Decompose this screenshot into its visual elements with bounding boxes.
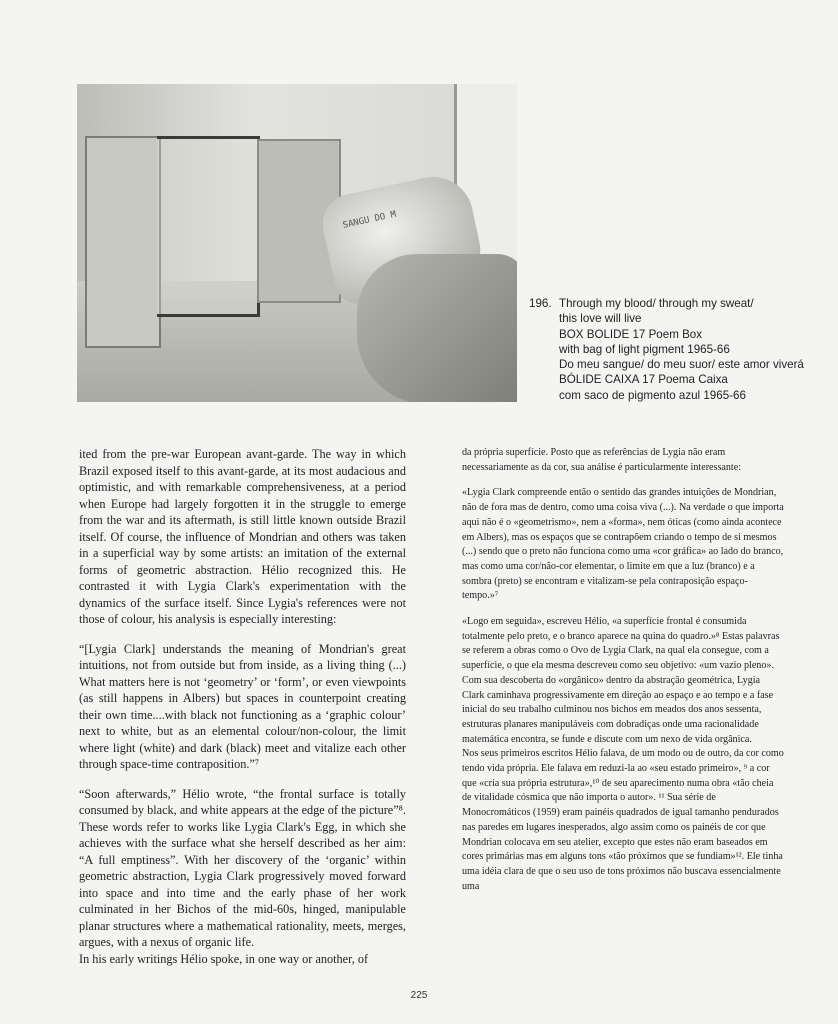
page-number: 225 (410, 990, 428, 1001)
paragraph: Nos seus primeiros escritos Hélio falava, de um modo ou de outro, da cor como tendo vida própria. Ele falava em reduzi-la ao «seu estado primeiro», ⁹ a cor que «cria sua própria estrutura»,¹⁰ de seu aparecimento numa obra «tão cheia de vitalidade cósmica que não importa o autor». ¹¹ Sua série de Monocromáticos (1959) eram painéis quadrados de igual tamanho pendurados nas paredes em lugares inesperados, algo assim como os painéis de cor que Mondrian colocava em seu atelier, excepto que estes não eram baseados em cores primárias mas em alguns tons «tão próximos que se fundiam»¹². Ele tinha uma idéia clara de que o seu uso de tons próximos não buscava essencialmente uma (462, 748, 784, 892)
hand (357, 254, 517, 402)
caption-line: BÓLIDE CAIXA 17 Poema Caixa (559, 373, 728, 387)
paragraph: Com sua descoberta do «orgânico» dentro da abstração geométrica, Lygia Clark caminhava progressivamente em direção ao espaço e ao tempo e a fase inicial do seu trabalho culminou nos bichos em meados dos anos sessenta, estruturas planares manipuláveis com dobradiças onde uma racionalidade matemática encontra, se funde e discute com um nexo de vida orgânica. (462, 674, 774, 745)
paragraph: “Soon afterwards,” Hélio wrote, “the frontal surface is totally consumed by black, and white appears at the edge of the picture”⁸. These words refer to works like Lygia Clark's Egg, in which she achieves with the surface what she herself described as her aim: “A full emptiness”. With her discovery of the ‘organic’ within geometric abstraction, Lygia Clark progressively moved forward into space and into time and the early phase of her work culminated in her Bichos of the mid-60s, hinged, manipulable planar structures where a mathematical rationality, meets, merges, argues, with a nexus of organic life. (79, 786, 406, 949)
box-frame (157, 136, 260, 317)
portuguese-column (462, 446, 784, 894)
caption-number: 196. (529, 297, 552, 310)
bag-lettering: SANGU DO M (341, 209, 398, 231)
caption-line: with bag of light pigment 1965-66 (559, 342, 730, 356)
quote-paragraph: “[Lygia Clark] understands the meaning of Mondrian's great intuitions, not from outside but from inside, as a living thing (...) What matters here is not ‘geometry’ or ‘form’, or even viewpoints (as still happens in Albers) but spaces in counterpoint creating their own time....with black not functioning as a ‘graphic colour’ next to white, but as an elemental colour/non-colour, the limit where light (white) and dark (black) meet and vitalize each other through space-time contraposition.”⁷ (79, 641, 406, 771)
quote-paragraph: «Lygia Clark compreende então o sentido das grandes intuições de Mondrian, não de fora mas de dentro, como uma coisa viva (...). Na verdade o que importa aqui não é o «geometrismo», nem a «forma», nem óticas (como ainda acontece em Albers), mas os espaços que se contrapõem criando o tempo de si mesmos (...) sendo que o preto não funciona como uma «cor gráfica» ao lado do branco, mas como uma cor/não-cor elementar, o limite em que a luz (branco) e a sombra (preto) se encontram e vitalizam-se pela contraposição espaço-tempo.»⁷ (462, 487, 784, 602)
caption-line: com saco de pigmento azul 1965-66 (559, 388, 746, 402)
paragraph: In his early writings Hélio spoke, in one way or another, of (79, 951, 369, 966)
english-column (79, 446, 406, 967)
paragraph: ited from the pre-war European avant-garde. The way in which Brazil exposed itself to this avant-garde, at its most audacious and optimistic, and with remarkable comprehensiveness, at a period when Europe had largely forgotten it in the struggle to emerge from the war and its aftermath, is still little known outside Brazil itself. Of course, the influence of Mondrian and others was taken in a superficial way by some artists: an imitation of the external forms of geometric abstraction. Hélio recognized this. He contrasted it with Lygia Clark's experimentation with the dynamics of the surface itself. Since Lygia's references were not those of colour, his analysis is especially interesting: (79, 447, 406, 626)
figure-caption (529, 296, 804, 403)
caption-line: 196. Through my blood/ through my sweat/ (529, 297, 754, 310)
paragraph: da própria superfície. Posto que as referências de Lygia não eram necessariamente as da cor, sua análise é particularmente interessante: (462, 447, 742, 473)
caption-line: this love will live (559, 312, 642, 326)
box-panel (85, 136, 161, 348)
paragraph: «Logo em seguida», escreveu Hélio, «a superfície frontal é consumida totalmente pelo preto, e o branco aparece na quina do quadro.»⁸ Estas palavras se referem a obras como o Ovo de Lygia Clark, na qual ela consegue, com a superfície, o que ela mesma descreveu como seu objetivo: «um vazio pleno». (462, 616, 780, 672)
caption-line: Do meu sangue/ do meu suor/ este amor viverá (559, 358, 804, 372)
caption-line: BOX BOLIDE 17 Poem Box (559, 327, 703, 341)
artwork-photo (77, 84, 517, 402)
